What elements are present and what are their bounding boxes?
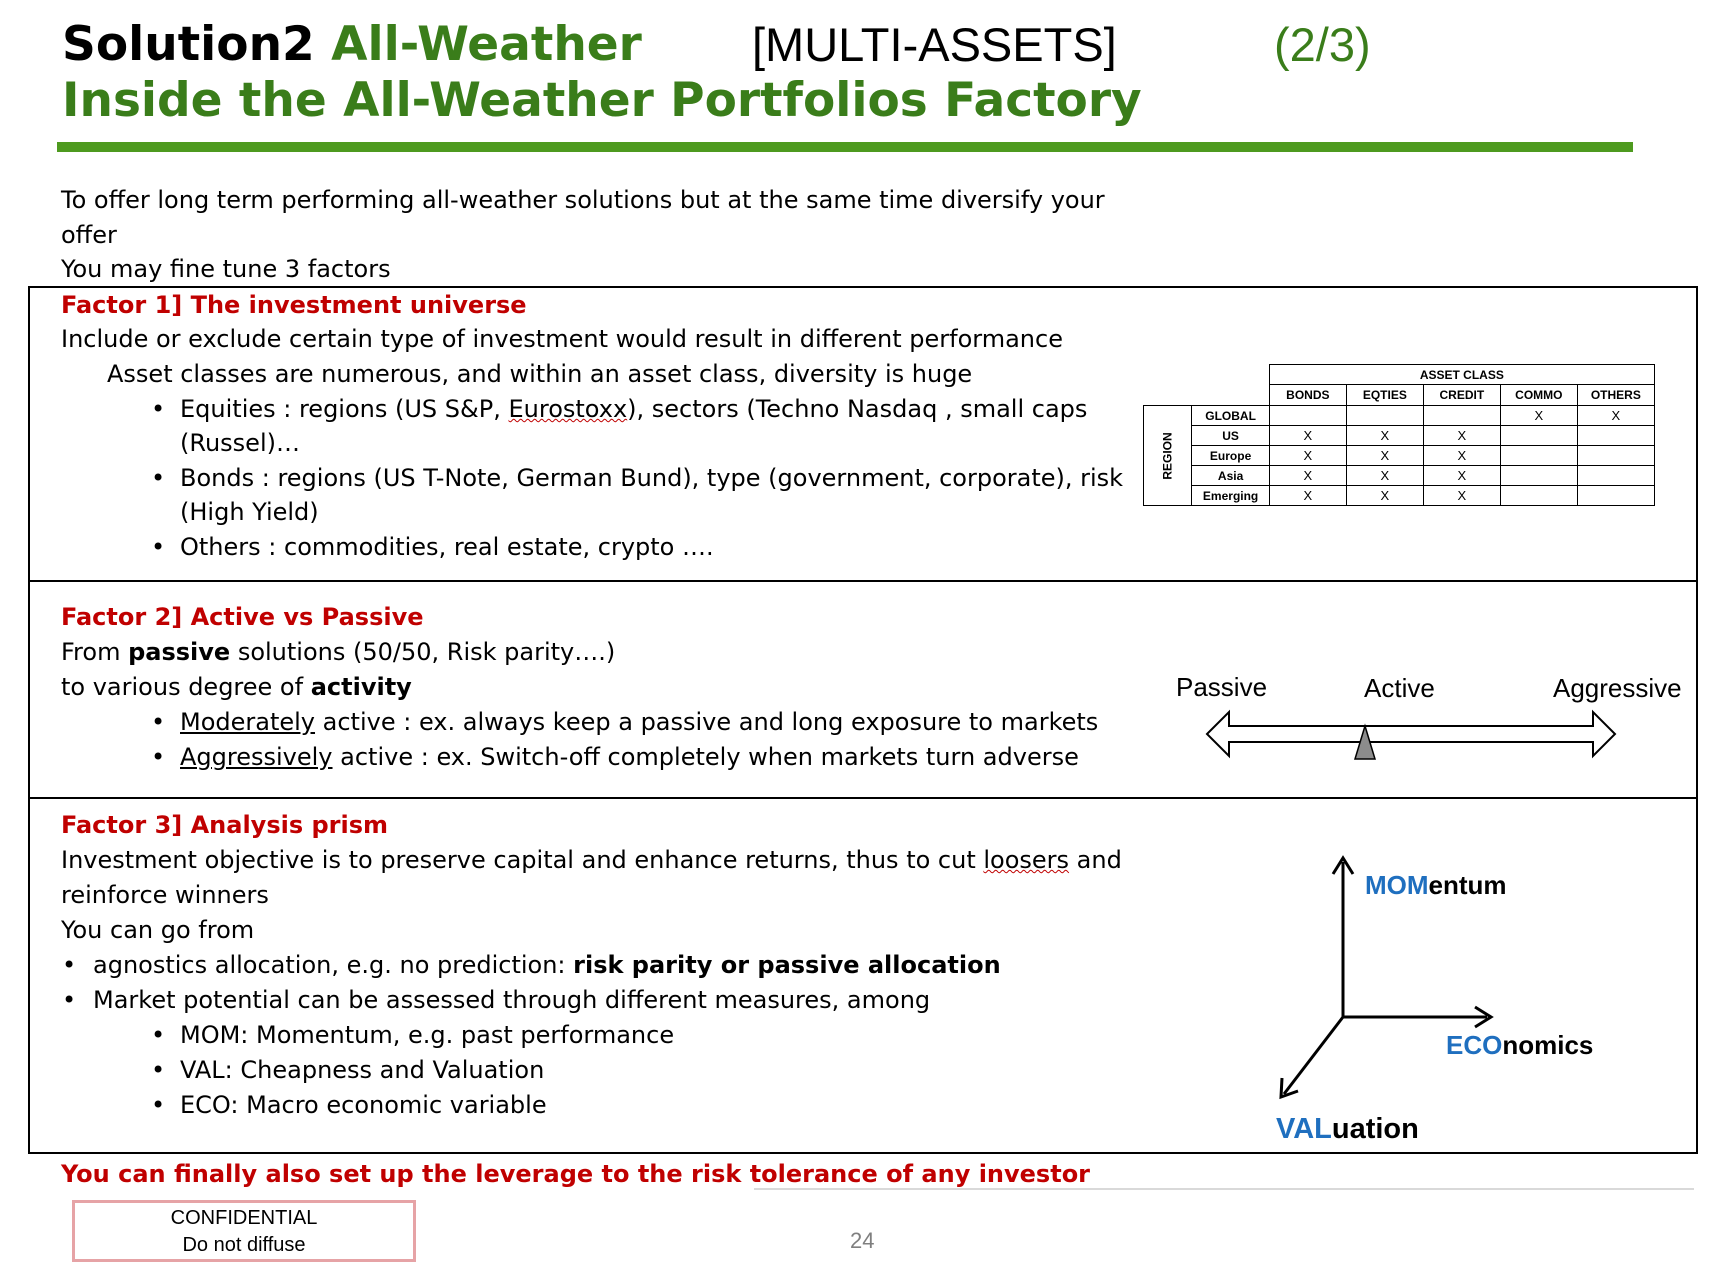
text: active : ex. Switch-off completely when markets turn adverse — [332, 743, 1079, 771]
factor2-bullet-moderate — [180, 705, 1098, 740]
bullet-dot: • — [151, 708, 166, 736]
column-header: BONDS — [1269, 385, 1346, 406]
factor2-line-1 — [61, 635, 615, 670]
factor1-bullet-bonds-cont: (High Yield) — [180, 498, 319, 526]
factor1-title: Factor 1] The investment universe — [61, 291, 527, 319]
scale-label-passive: Passive — [1176, 672, 1268, 702]
factor1-bullet-others: Others : commodities, real estate, crypto …. — [180, 533, 714, 561]
table-cell — [1346, 406, 1423, 426]
factor1-bullet-bonds: Bonds : regions (US T-Note, German Bund), type (government, corporate), risk — [180, 464, 1124, 492]
row-header: Asia — [1192, 466, 1270, 486]
text: ECO — [1446, 1030, 1503, 1060]
factor1-bullet-equities — [180, 392, 1087, 427]
bullet-dot: • — [151, 533, 166, 561]
page-title — [62, 18, 642, 72]
page-subtitle: Inside the All-Weather Portfolios Factory — [62, 73, 1142, 128]
table-cell — [1577, 446, 1654, 466]
bullet-dot: • — [151, 1056, 166, 1084]
row-header: GLOBAL — [1192, 406, 1270, 426]
table-cell: X — [1346, 466, 1423, 486]
region-label: REGION — [1160, 431, 1175, 480]
column-header: CREDIT — [1423, 385, 1500, 406]
text: loosers — [983, 846, 1070, 874]
title-solution: Solution2 — [62, 17, 315, 72]
text: activity — [310, 673, 412, 701]
confidential-stamp — [72, 1200, 416, 1262]
title-tag: [MULTI-ASSETS] — [752, 18, 1117, 71]
bullet-dot: • — [62, 951, 77, 979]
intro-line-3: You may fine tune 3 factors — [61, 255, 391, 283]
confidential-line-2: Do not diffuse — [182, 1234, 306, 1256]
confidential-line-1: CONFIDENTIAL — [170, 1207, 318, 1229]
table-cell: X — [1423, 446, 1500, 466]
bullet-dot: • — [151, 1091, 166, 1119]
text: Equities : regions (US S&P, — [180, 395, 509, 423]
text: risk parity or passive allocation — [573, 951, 1001, 979]
factor3-sub-val: VAL: Cheapness and Valuation — [180, 1056, 545, 1084]
page-number: 24 — [850, 1228, 875, 1253]
table-cell: X — [1269, 486, 1346, 506]
text: From — [61, 638, 129, 666]
asset-class-header: ASSET CLASS — [1269, 365, 1654, 385]
bullet-dot: • — [151, 395, 166, 423]
table-cell: X — [1346, 446, 1423, 466]
row-header: Emerging — [1192, 486, 1270, 506]
text: MOM — [1365, 870, 1429, 900]
text: entum — [1428, 870, 1507, 900]
text: passive — [128, 638, 231, 666]
table-cell: X — [1346, 486, 1423, 506]
row-header: US — [1192, 426, 1270, 446]
factor3-line-1 — [61, 843, 1122, 878]
empty-cell — [1144, 365, 1192, 385]
factor1-bullet-equities-cont: (Russel)… — [180, 429, 300, 457]
bullet-dot: • — [151, 743, 166, 771]
intro-line-1: To offer long term performing all-weather solutions but at the same time diversify your — [61, 186, 1105, 214]
axis-label-valuation — [1276, 1113, 1419, 1146]
axis-label-economics — [1446, 1030, 1593, 1061]
table-cell: X — [1269, 426, 1346, 446]
text: solutions (50/50, Risk parity….) — [230, 638, 616, 666]
text: agnostics allocation, e.g. no prediction: — [93, 951, 574, 979]
table-cell: X — [1269, 446, 1346, 466]
factor3-line-3: You can go from — [61, 916, 255, 944]
scale-label-active: Active — [1364, 673, 1435, 703]
leverage-note: You can finally also set up the leverage to the risk tolerance of any investor — [61, 1160, 1091, 1188]
table-cell: X — [1346, 426, 1423, 446]
title-all-weather: All-Weather — [331, 17, 642, 72]
text: Moderately — [180, 708, 316, 736]
asset-class-table — [1143, 364, 1655, 506]
table-cell — [1577, 466, 1654, 486]
table-cell — [1500, 486, 1577, 506]
factor2-bullet-aggressive — [180, 740, 1079, 775]
factor3-sub-mom: MOM: Momentum, e.g. past performance — [180, 1021, 675, 1049]
factor3-line-2: reinforce winners — [61, 881, 269, 909]
axis-label-momentum — [1365, 870, 1507, 901]
empty-cell — [1192, 385, 1270, 406]
factor1-line-1: Include or exclude certain type of investment would result in different performance — [61, 325, 1063, 353]
table-cell — [1269, 406, 1346, 426]
factor3-sub-eco: ECO: Macro economic variable — [180, 1091, 547, 1119]
bullet-dot: • — [151, 1021, 166, 1049]
table-cell: X — [1269, 466, 1346, 486]
table-cell — [1577, 486, 1654, 506]
double-arrow — [1207, 712, 1615, 756]
factor1-line-2: Asset classes are numerous, and within an asset class, diversity is huge — [107, 360, 973, 388]
val-axis — [1284, 1017, 1343, 1094]
table-cell — [1577, 426, 1654, 446]
column-header: COMMO — [1500, 385, 1577, 406]
activity-scale-arrow — [1205, 709, 1617, 769]
text: VAL — [1276, 1113, 1332, 1145]
text: nomics — [1502, 1030, 1594, 1060]
table-cell: X — [1423, 426, 1500, 446]
table-cell: X — [1423, 466, 1500, 486]
footer-divider — [754, 1188, 1694, 1190]
table-cell — [1500, 426, 1577, 446]
factor2-title: Factor 2] Active vs Passive — [61, 603, 424, 631]
text: Aggressively — [180, 743, 333, 771]
text: ), sectors (Techno Nasdaq , small caps — [627, 395, 1088, 423]
title-divider — [57, 142, 1633, 152]
factor3-bullet-market: Market potential can be assessed through different measures, among — [93, 986, 931, 1014]
region-label-cell — [1144, 406, 1192, 506]
empty-cell — [1144, 385, 1192, 406]
factor3-title: Factor 3] Analysis prism — [61, 811, 388, 839]
row-header: Europe — [1192, 446, 1270, 466]
table-cell: X — [1577, 406, 1654, 426]
text: Investment objective is to preserve capital and enhance returns, thus to cut — [61, 846, 984, 874]
bullet-dot: • — [62, 986, 77, 1014]
text: active : ex. always keep a passive and long exposure to markets — [315, 708, 1099, 736]
text: uation — [1331, 1113, 1419, 1145]
table-cell — [1423, 406, 1500, 426]
intro-line-2: offer — [61, 221, 117, 249]
empty-cell — [1192, 365, 1270, 385]
table-cell: X — [1500, 406, 1577, 426]
factor3-bullet-agnostic — [93, 948, 1001, 983]
column-header: OTHERS — [1577, 385, 1654, 406]
bullet-dot: • — [151, 464, 166, 492]
scale-label-aggressive: Aggressive — [1553, 673, 1682, 703]
page-fraction: (2/3) — [1274, 18, 1371, 71]
factor2-line-2 — [61, 670, 412, 705]
text: Eurostoxx — [508, 395, 628, 423]
text: and — [1069, 846, 1122, 874]
text: to various degree of — [61, 673, 311, 701]
table-cell — [1500, 446, 1577, 466]
column-header: EQTIES — [1346, 385, 1423, 406]
table-cell: X — [1423, 486, 1500, 506]
table-cell — [1500, 466, 1577, 486]
